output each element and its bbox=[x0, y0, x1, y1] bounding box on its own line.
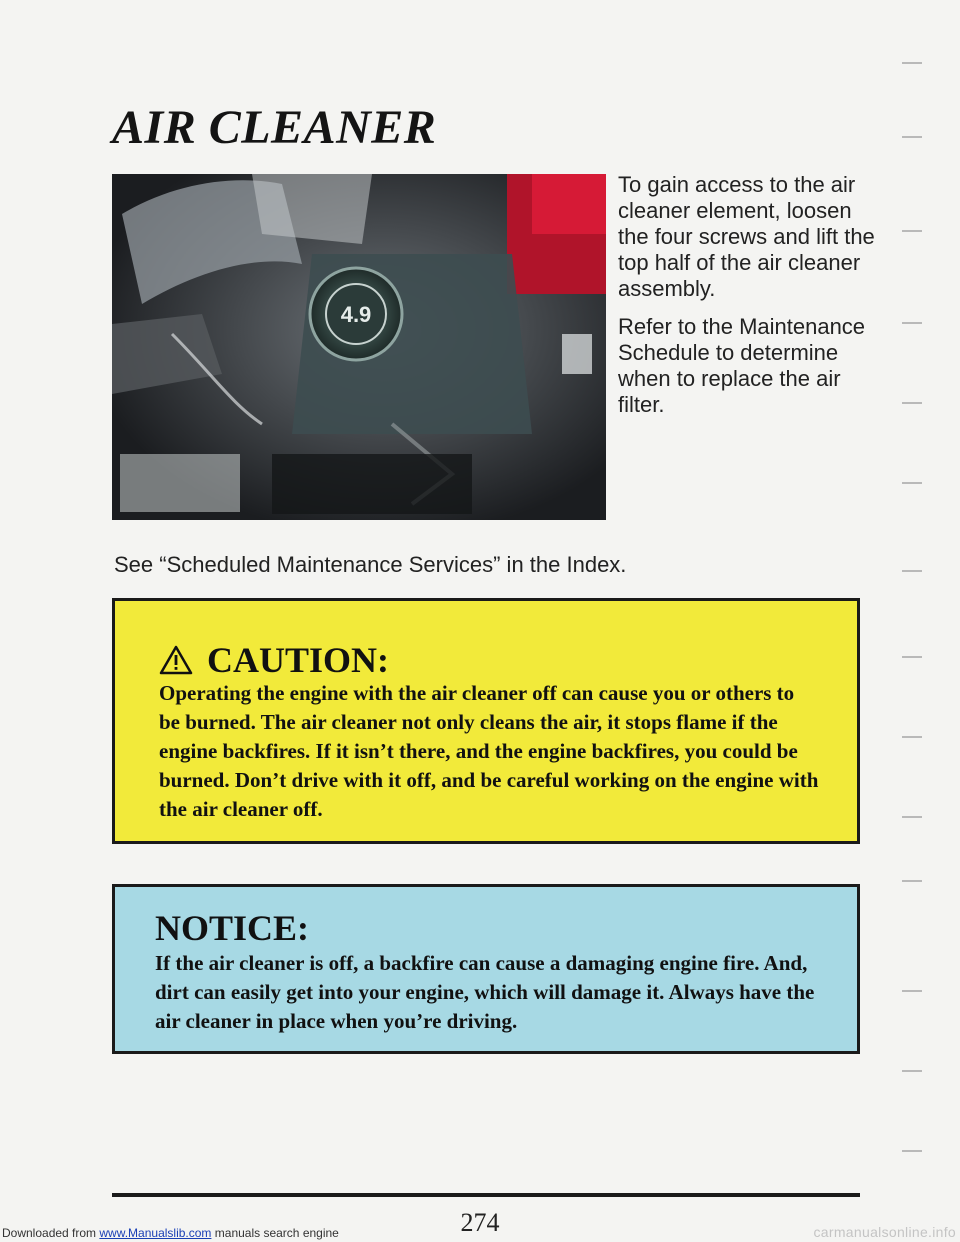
edge-mark bbox=[902, 1150, 922, 1152]
engine-badge-text: 4.9 bbox=[340, 302, 372, 327]
edge-mark bbox=[902, 62, 922, 64]
caution-text: Operating the engine with the air cleaner off can cause you or others to be burned. The air cleaner not only cleans the air, it stops flame if the engine backfires. If it isn’t there, and the engine backfires, you could be burned. Don’t drive with it off, and be careful working on the engine with the air cleaner off. bbox=[159, 681, 819, 821]
edge-mark bbox=[902, 816, 922, 818]
download-note bbox=[2, 1226, 339, 1240]
footer-rule bbox=[112, 1193, 860, 1197]
caution-heading bbox=[159, 639, 389, 681]
schedule-paragraph: Refer to the Maintenance Schedule to determine when to replace the air filter. bbox=[618, 314, 866, 417]
notice-heading: NOTICE: bbox=[155, 908, 310, 948]
edge-mark bbox=[902, 482, 922, 484]
edge-mark bbox=[902, 322, 922, 324]
edge-mark bbox=[902, 990, 922, 992]
manualslib-link[interactable]: www.Manualslib.com bbox=[99, 1226, 212, 1240]
edge-mark bbox=[902, 736, 922, 738]
watermark: carmanualsonline.info bbox=[813, 1224, 956, 1240]
edge-mark bbox=[902, 570, 922, 572]
caution-box bbox=[112, 598, 860, 844]
engine-photo bbox=[112, 174, 606, 520]
access-paragraph: To gain access to the air cleaner element, loosen the four screws and lift the top half of the air cleaner assembly. bbox=[618, 172, 875, 301]
warning-triangle-icon bbox=[159, 645, 193, 675]
edge-mark bbox=[902, 1070, 922, 1072]
access-instructions bbox=[618, 172, 888, 430]
edge-mark bbox=[902, 136, 922, 138]
edge-mark bbox=[902, 230, 922, 232]
page-title: AIR CLEANER bbox=[112, 101, 437, 154]
notice-box bbox=[112, 884, 860, 1054]
download-note-prefix: Downloaded from bbox=[2, 1226, 100, 1240]
engine-photo-illustration bbox=[112, 174, 606, 520]
page-edge-marks bbox=[896, 50, 936, 1180]
edge-mark bbox=[902, 880, 922, 882]
caution-heading-text: CAUTION: bbox=[207, 640, 390, 680]
download-note-suffix: manuals search engine bbox=[211, 1226, 339, 1240]
edge-mark bbox=[902, 402, 922, 404]
index-reference: See “Scheduled Maintenance Services” in the Index. bbox=[114, 552, 627, 577]
edge-mark bbox=[902, 656, 922, 658]
notice-text: If the air cleaner is off, a backfire can cause a damaging engine fire. And, dirt can easily get into your engine, which will damage it. Always have the air cleaner in place when you’re driving. bbox=[155, 951, 815, 1033]
page-number: 274 bbox=[460, 1208, 500, 1237]
